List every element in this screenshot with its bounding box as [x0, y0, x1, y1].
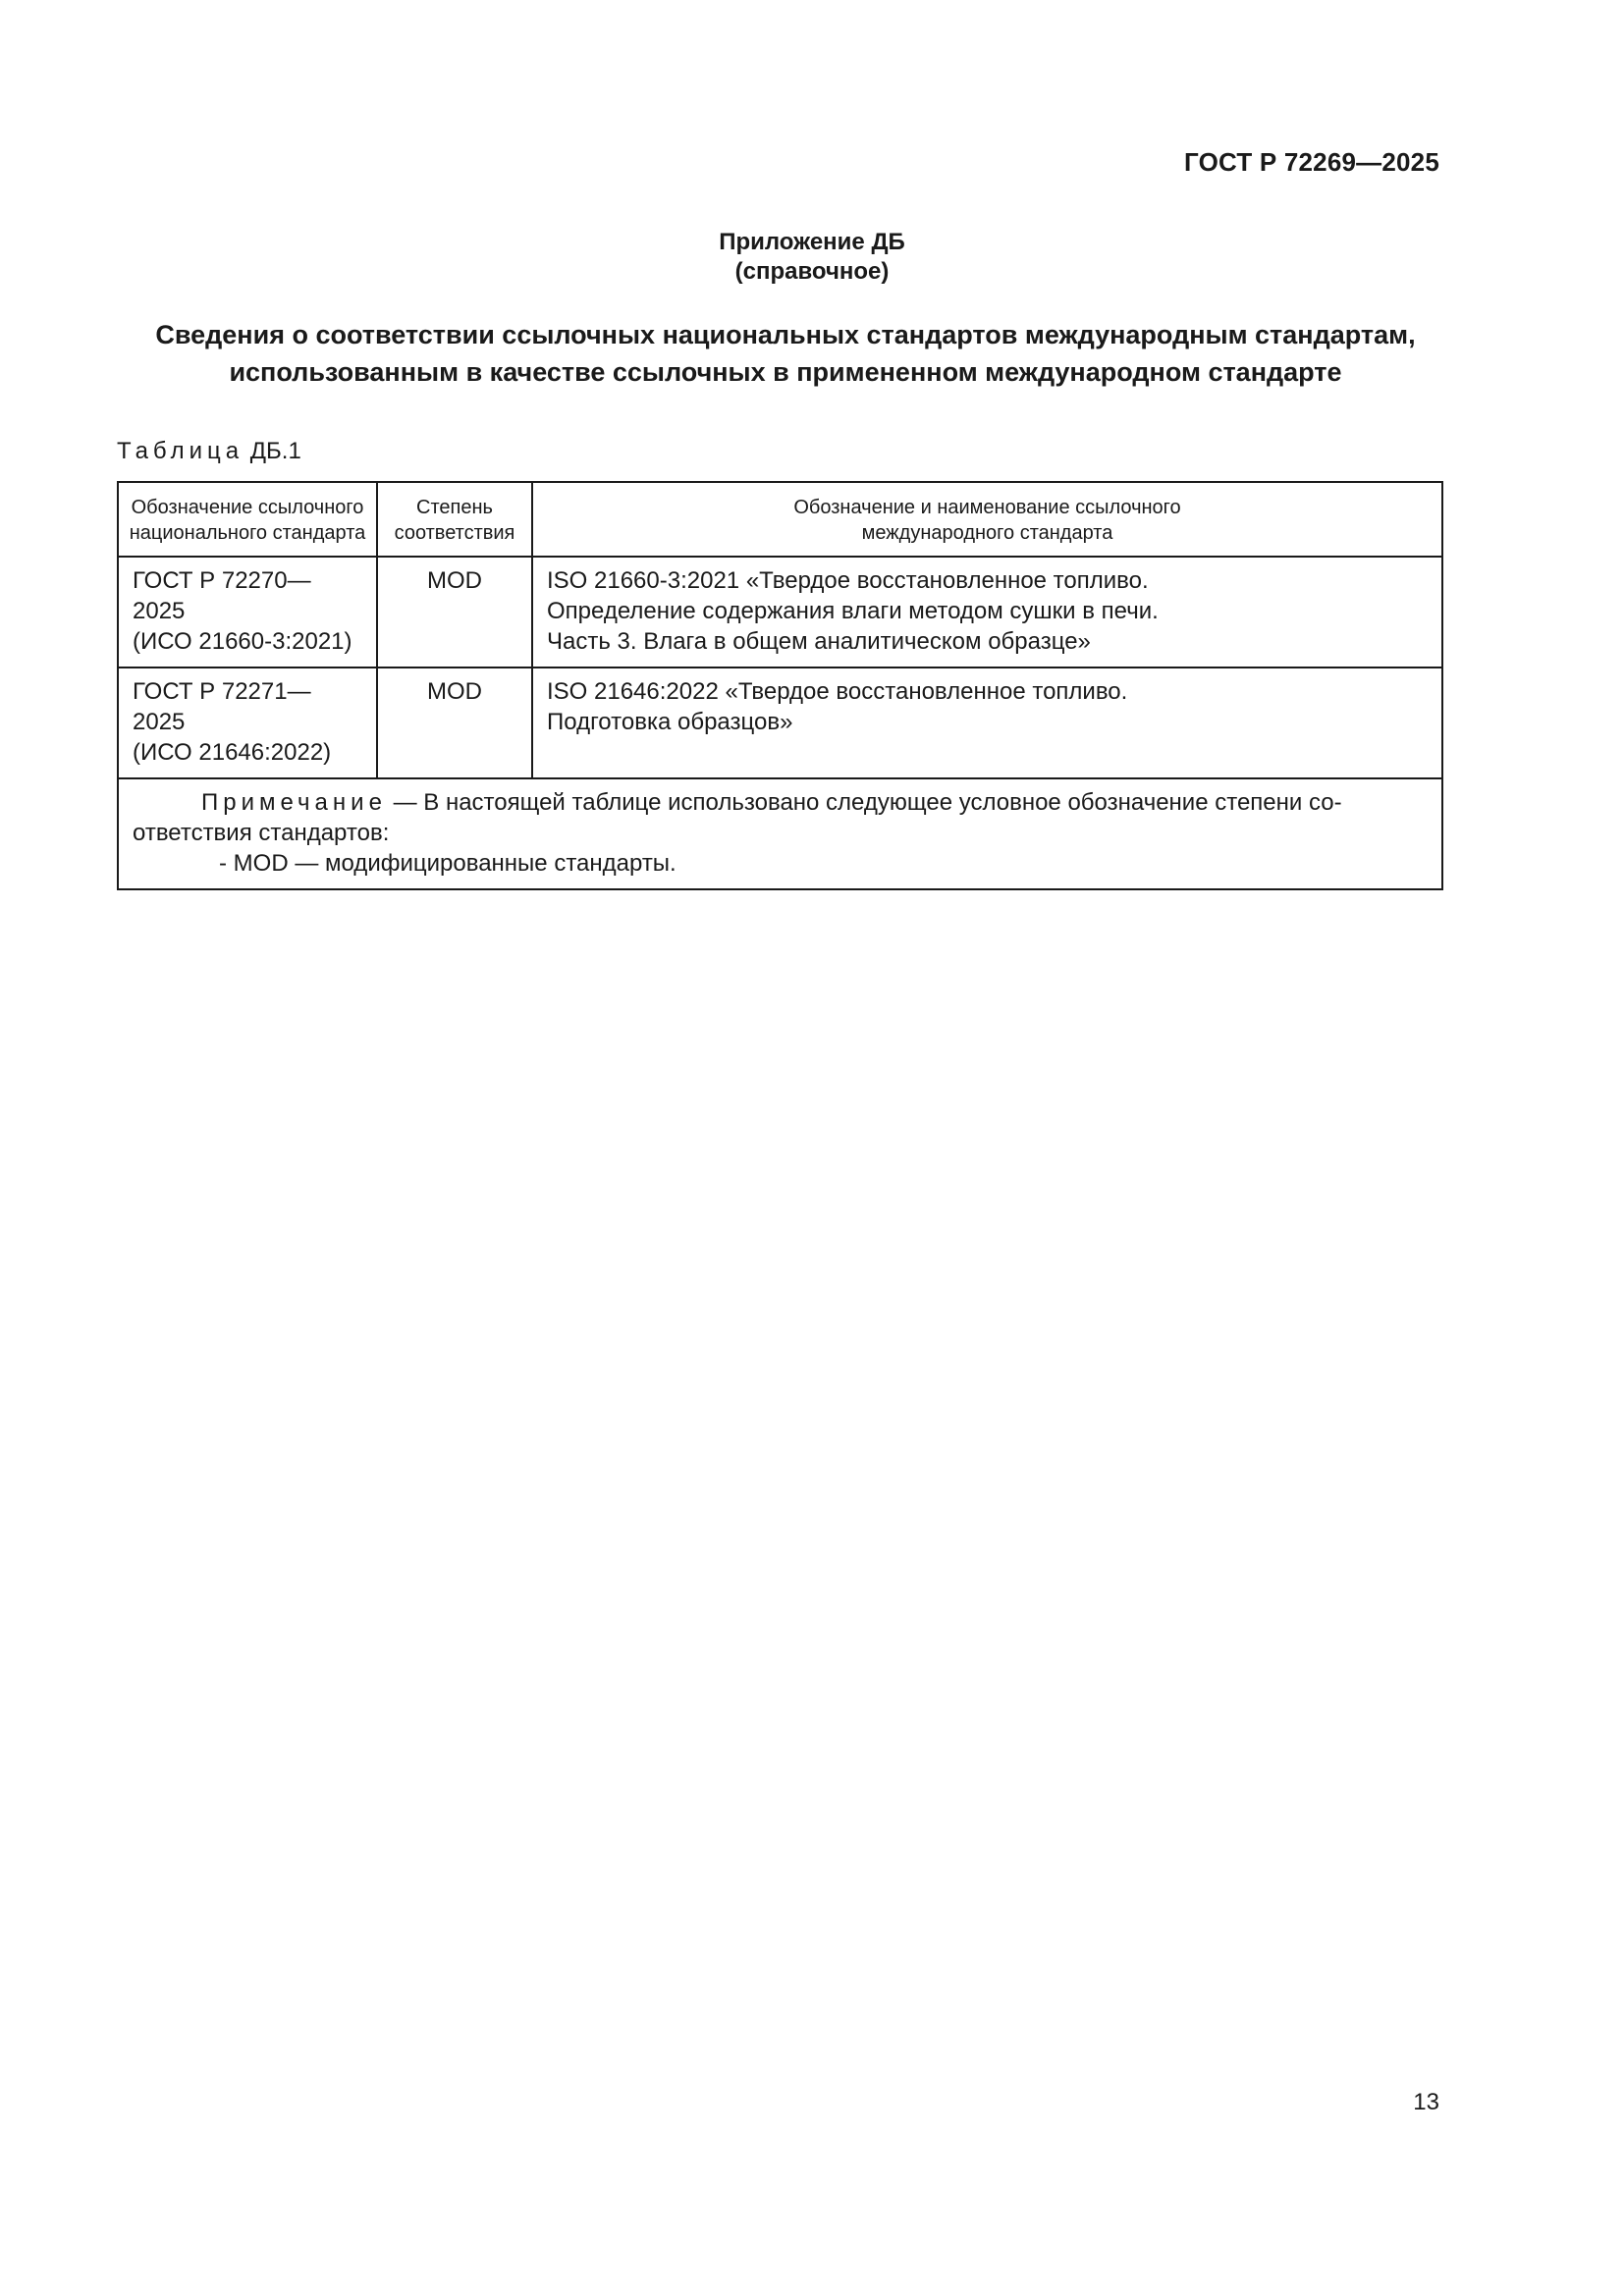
table-note-text: настоящей таблице использовано следующее условное обозначение степени со-	[445, 789, 1342, 816]
appendix-title: Приложение ДБ	[719, 229, 905, 255]
national-standard-code: ГОСТ Р 72270—2025	[133, 567, 311, 624]
appendix-title-block	[0, 228, 1624, 287]
table-note-item: - MOD — модифицированные стандарты.	[219, 850, 677, 877]
table-header-row	[118, 482, 1442, 557]
reference-standards-table	[117, 481, 1443, 890]
international-standard-line: ISO 21646:2022 «Твердое восстановленное топливо.	[547, 678, 1128, 705]
section-heading	[79, 316, 1492, 391]
table-note-label: Примечание	[201, 789, 387, 816]
column-header-degree-line-1: Степень	[416, 497, 493, 518]
table-note-line-1	[133, 787, 1428, 818]
column-header-national-line-1: Обозначение ссылочного	[131, 497, 364, 518]
column-header-degree	[377, 482, 532, 557]
table-note	[118, 778, 1442, 889]
international-standard-line: ISO 21660-3:2021 «Твердое восстановленное топливо.	[547, 567, 1149, 594]
table-caption-number: ДБ.1	[249, 438, 301, 464]
table-note-line-2: ответствия стандартов:	[133, 820, 390, 846]
table-note-row	[118, 778, 1442, 889]
document-code: ГОСТ Р 72269—2025	[1184, 147, 1439, 177]
degree-cell: MOD	[377, 667, 532, 778]
section-heading-line-1: Сведения о соответствии ссылочных национальных стандартов международным стандартам,	[155, 320, 1416, 349]
appendix-subtitle: (справочное)	[734, 258, 890, 285]
national-standard-iso-ref: (ИСО 21646:2022)	[133, 739, 332, 766]
international-standard-line: Часть 3. Влага в общем аналитическом образце»	[547, 628, 1091, 655]
table-caption-label: Таблица	[117, 438, 244, 464]
column-header-international-line-2: международного стандарта	[861, 522, 1113, 544]
national-standard-code: ГОСТ Р 72271—2025	[133, 678, 311, 735]
page-number: 13	[1413, 2089, 1439, 2115]
national-standard-cell	[118, 667, 377, 778]
section-heading-line-2: использованным в качестве ссылочных в примененном международном стандарте	[229, 357, 1342, 387]
national-standard-iso-ref: (ИСО 21660-3:2021)	[133, 628, 352, 655]
international-standard-cell	[532, 557, 1442, 667]
column-header-degree-line-2: соответствия	[394, 522, 515, 544]
national-standard-cell	[118, 557, 377, 667]
table-row	[118, 667, 1442, 778]
table-row	[118, 557, 1442, 667]
column-header-international-line-1: Обозначение и наименование ссылочного	[793, 497, 1181, 518]
international-standard-cell	[532, 667, 1442, 778]
table-caption	[117, 438, 301, 465]
column-header-international	[532, 482, 1442, 557]
column-header-national	[118, 482, 377, 557]
table-note-dash: — В	[386, 789, 446, 816]
international-standard-line: Определение содержания влаги методом сушки в печи.	[547, 598, 1159, 624]
column-header-national-line-2: национального стандарта	[129, 522, 366, 544]
degree-cell: MOD	[377, 557, 532, 667]
international-standard-line: Подготовка образцов»	[547, 709, 793, 735]
